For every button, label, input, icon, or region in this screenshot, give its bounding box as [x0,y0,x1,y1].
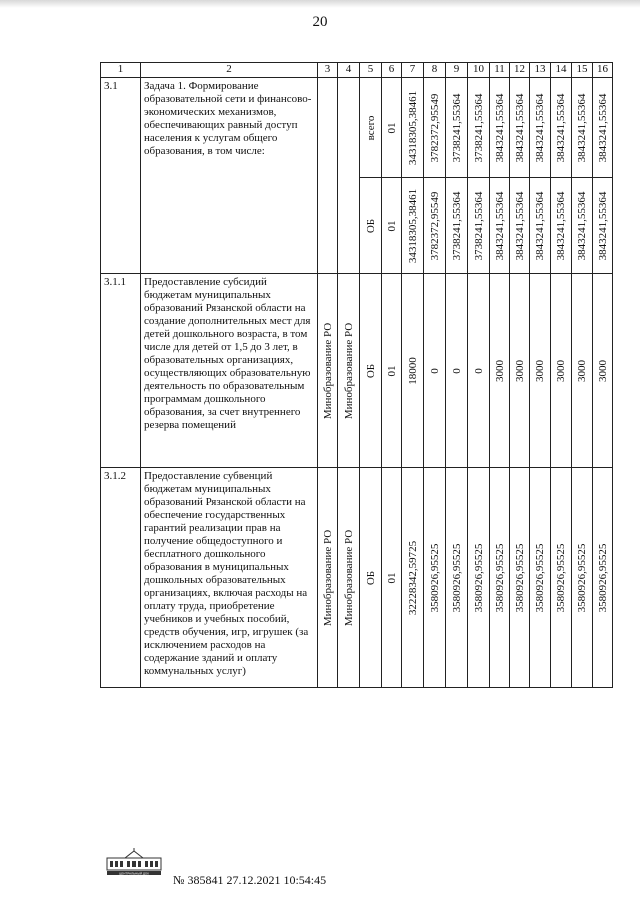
cell [593,178,613,274]
cell [490,274,510,468]
col-header: 6 [382,63,402,78]
cell [360,78,382,178]
cell [490,178,510,274]
value-cell: 3580926,95525 [493,543,506,612]
col-header: 4 [338,63,360,78]
col-header: 2 [141,63,318,78]
scan-top-edge [0,0,640,8]
cell [572,78,593,178]
value-cell: 34318305,38461 [406,90,419,165]
cell [572,178,593,274]
cell [318,274,338,468]
col-header: 14 [551,63,572,78]
value-cell: 0 [450,367,463,374]
cell [446,178,468,274]
value-cell: 3580926,95525 [596,543,609,612]
responsible-executor: Минобразование РО [321,322,334,419]
value-cell: 34318305,38461 [406,188,419,263]
cell [468,78,490,178]
value-cell: 0 [472,367,485,374]
cell [424,468,446,688]
program-table [100,62,613,688]
row-name: Задача 1. Формирование образовательной сети и финансово-экономических механизмов, обеспечивающих равный доступ населения к услугам общего образования, в том числе: [141,78,318,274]
cell [551,468,572,688]
value-cell: 3580926,95525 [555,543,567,612]
code: 01 [385,220,398,231]
cell [510,468,530,688]
value-cell: 3843241,55364 [576,93,588,162]
col-header: 1 [101,63,141,78]
cell [446,468,468,688]
cell [593,468,613,688]
cell [510,178,530,274]
co-executor: Минобразование РО [342,322,355,419]
cell [551,274,572,468]
cell [593,274,613,468]
value-cell: 3000 [493,359,506,382]
value-cell: 3738241,55364 [450,191,463,260]
col-header: 16 [593,63,613,78]
value-cell: 3580926,95525 [472,543,485,612]
col-header: 3 [318,63,338,78]
budget-source: ОБ [364,363,377,378]
value-cell: 3000 [576,359,588,382]
code: 01 [385,572,398,583]
cell [572,274,593,468]
col-header: 8 [424,63,446,78]
cell [510,78,530,178]
value-cell: 3738241,55364 [472,191,485,260]
col-header: 15 [572,63,593,78]
value-cell: 3738241,55364 [472,93,485,162]
cell [382,468,402,688]
cell [338,468,360,688]
cell [360,274,382,468]
value-cell: 3843241,55364 [555,93,567,162]
value-cell: 32228342,59725 [406,540,419,615]
value-cell: 0 [428,367,441,374]
row-name: Предоставление субвенций бюджетам муниципальных образований Рязанской области на обеспечение государственных гарантий реализации прав на получение общедоступного и бесплатного дошкольного образования в муниципальных дошкольных образовательных организациях, включая расходы на оплату труда, приобретение учебников и учебных пособий, средств обучения, игр, игрушек (за исключением расходов на содержание зданий и оплату коммунальных услуг) [141,468,318,688]
cell [424,274,446,468]
cell [490,78,510,178]
cell [318,468,338,688]
value-cell: 3843241,55364 [513,93,526,162]
co-executor: Минобразование РО [342,529,355,626]
value-cell: 3843241,55364 [596,191,609,260]
cell [530,468,551,688]
cell [424,178,446,274]
cell-empty [338,78,360,274]
cell [382,78,402,178]
row-number: 3.1.2 [101,468,141,688]
cell [530,178,551,274]
col-header: 5 [360,63,382,78]
cell [572,468,593,688]
cell [490,468,510,688]
cell [593,78,613,178]
registration-stamp: № 385841 27.12.2021 10:54:45 [173,873,327,887]
cell [402,468,424,688]
value-cell: 3580926,95525 [513,543,526,612]
col-header: 12 [510,63,530,78]
row-number: 3.1.1 [101,274,141,468]
value-cell: 3843241,55364 [534,93,546,162]
value-cell: 3843241,55364 [596,93,609,162]
value-cell: 3843241,55364 [493,93,506,162]
responsible-executor: Минобразование РО [321,529,334,626]
value-cell: 3843241,55364 [576,191,588,260]
row-name: Предоставление субсидий бюджетам муниципальных образований Рязанской области на создание дополнительных мест для детей дошкольного возраста, в том числе для детей от 1,5 до 3 лет, в образовательных организациях, осуществляющих образовательную деятельность по образовательным программам дошкольного образования, за счет внутреннего резерва помещений [141,274,318,468]
col-header: 11 [490,63,510,78]
value-cell: 3580926,95525 [428,543,441,612]
value-cell: 3782372,95549 [428,93,441,162]
header-row [101,63,613,78]
code: 01 [385,122,398,133]
value-cell: 3738241,55364 [450,93,463,162]
table-row [101,274,613,468]
value-cell: 3000 [534,359,546,382]
cell [551,178,572,274]
cell [530,78,551,178]
value-cell: 3580926,95525 [534,543,546,612]
value-cell: 3580926,95525 [576,543,588,612]
cell [402,178,424,274]
value-cell: 3843241,55364 [534,191,546,260]
logo-caption: ЦЕНТРАЛЬНЫЙ ДОК [119,871,149,876]
value-cell: 3843241,55364 [513,191,526,260]
value-cell: 3782372,95549 [428,191,441,260]
col-header: 7 [402,63,424,78]
cell [402,274,424,468]
budget-source: ОБ [364,218,377,233]
table-row [101,78,613,178]
cell [382,178,402,274]
value-cell: 3843241,55364 [555,191,567,260]
value-cell: 3000 [555,359,567,382]
cell [360,178,382,274]
value-cell: 18000 [406,356,419,385]
col-header: 13 [530,63,551,78]
cell [468,468,490,688]
cell-empty [318,78,338,274]
value-cell: 3580926,95525 [450,543,463,612]
budget-source: всего [364,115,377,140]
cell [468,274,490,468]
building-logo-icon [105,848,163,876]
cell [382,274,402,468]
cell [338,274,360,468]
cell [446,274,468,468]
col-header: 10 [468,63,490,78]
col-header: 9 [446,63,468,78]
value-cell: 3843241,55364 [493,191,506,260]
cell [530,274,551,468]
cell [551,78,572,178]
code: 01 [385,365,398,376]
cell [468,178,490,274]
value-cell: 3000 [513,359,526,382]
table-row [101,468,613,688]
budget-source: ОБ [364,570,377,585]
value-cell: 3000 [596,359,609,382]
row-number: 3.1 [101,78,141,274]
cell [402,78,424,178]
page-number: 20 [312,14,328,30]
cell [424,78,446,178]
cell [360,468,382,688]
cell [510,274,530,468]
cell [446,78,468,178]
